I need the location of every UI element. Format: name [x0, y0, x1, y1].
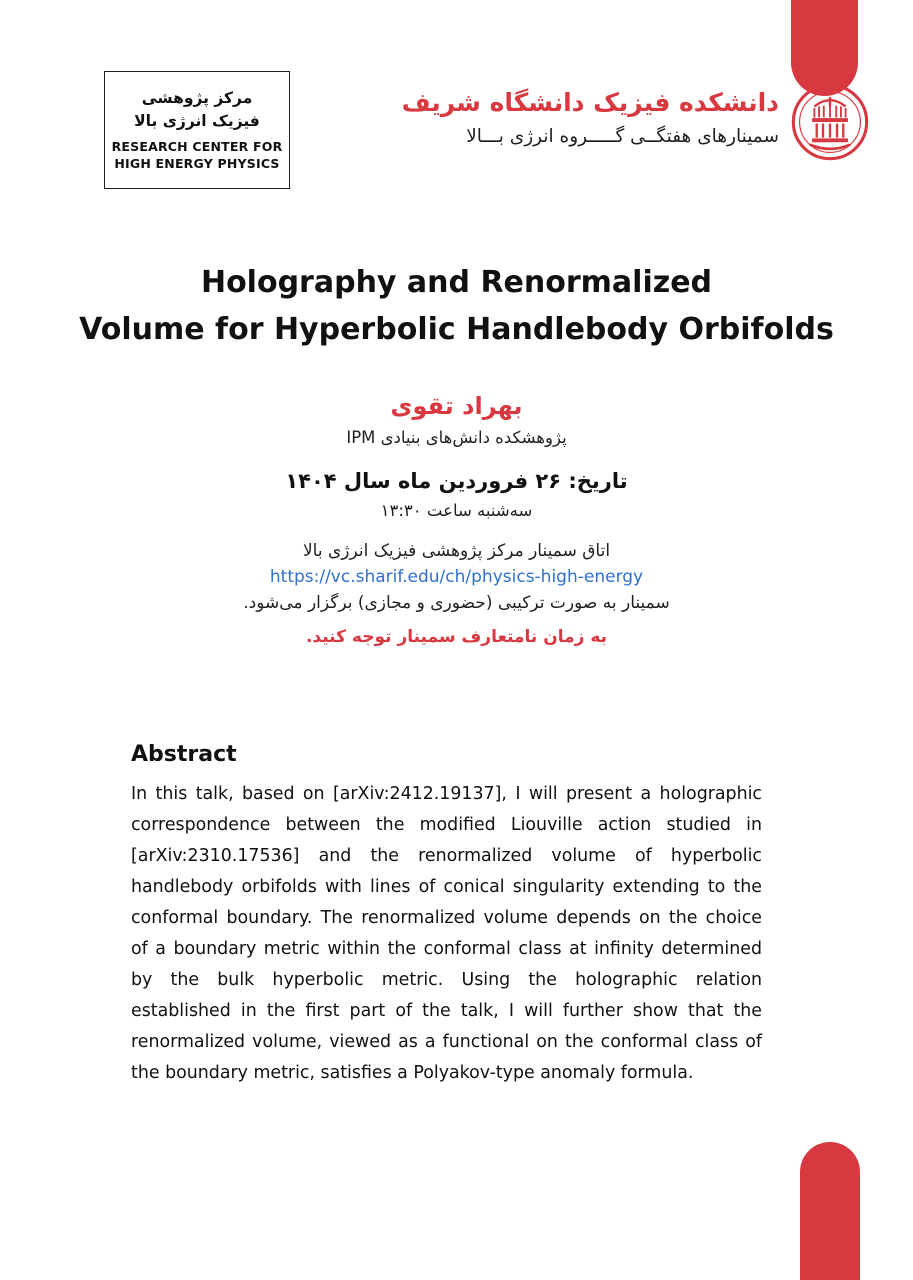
- virtual-room-link-wrapper: [0, 567, 913, 587]
- talk-title-line1: Holography and Renormalized: [200, 265, 713, 300]
- seminar-series-subtitle: سمینارهای هفتگــی گـــــروه انرژی بـــالا: [466, 126, 779, 147]
- talk-title-line2: Volume for Hyperbolic Handlebody Orbifolds: [79, 311, 834, 347]
- research-center-fa-line1: مرکز پژوهشی: [141, 89, 253, 108]
- abstract-heading: Abstract: [131, 742, 237, 767]
- department-title: دانشکده فیزیک دانشگاه شریف: [401, 88, 779, 117]
- header-titles: [402, 88, 779, 147]
- sharif-university-emblem-icon: [791, 83, 869, 161]
- research-center-en-line2: HIGH ENERGY PHYSICS: [114, 155, 280, 171]
- research-center-fa-line2: فیزیک انرژی بالا: [134, 111, 260, 130]
- research-center-logo-box: [104, 71, 290, 189]
- talk-meta: [0, 392, 913, 647]
- speaker-affiliation: پژوهشکده دانش‌های بنیادی IPM: [346, 428, 567, 447]
- talk-mode: سمینار به صورت ترکیبی (حضوری و مجازی) برگزار می‌شود.: [243, 593, 670, 613]
- talk-date: تاریخ: ۲۶ فروردین ماه سال ۱۴۰۴: [285, 469, 628, 493]
- talk-time: سه‌شنبه ساعت ۱۳:۳۰: [380, 501, 533, 520]
- decorative-red-bar-bottom: [800, 1142, 860, 1280]
- abstract-body: In this talk, based on [arXiv:2412.19137], I will present a holographic correspondence between the modified Liouville action studied in [arXiv:2310.17536] and the renormalized volume of hyperbolic handlebody orbifolds with lines of conical singularity extending to the conformal boundary. The renormalized volume depends on the choice of a boundary metric within the conformal class at infinity determined by the bulk hyperbolic metric. Using the holographic relation established in the first part of the talk, I will further show that the renormalized volume, viewed as a functional on the conformal class of the boundary metric, satisfies a Polyakov-type anomaly formula.: [131, 784, 762, 1083]
- talk-title: [0, 260, 913, 353]
- speaker-name: بهراد تقوی: [390, 392, 523, 420]
- talk-time-notice: به زمان نامتعارف سمینار توجه کنید.: [305, 627, 608, 647]
- talk-location: اتاق سمینار مرکز پژوهشی فیزیک انرژی بالا: [302, 541, 611, 561]
- virtual-room-link[interactable]: https://vc.sharif.edu/ch/physics-high-energy: [269, 567, 644, 587]
- research-center-en-line1: RESEARCH CENTER FOR: [111, 139, 283, 155]
- decorative-red-bar-top: [791, 0, 858, 96]
- abstract-section: [131, 742, 762, 1089]
